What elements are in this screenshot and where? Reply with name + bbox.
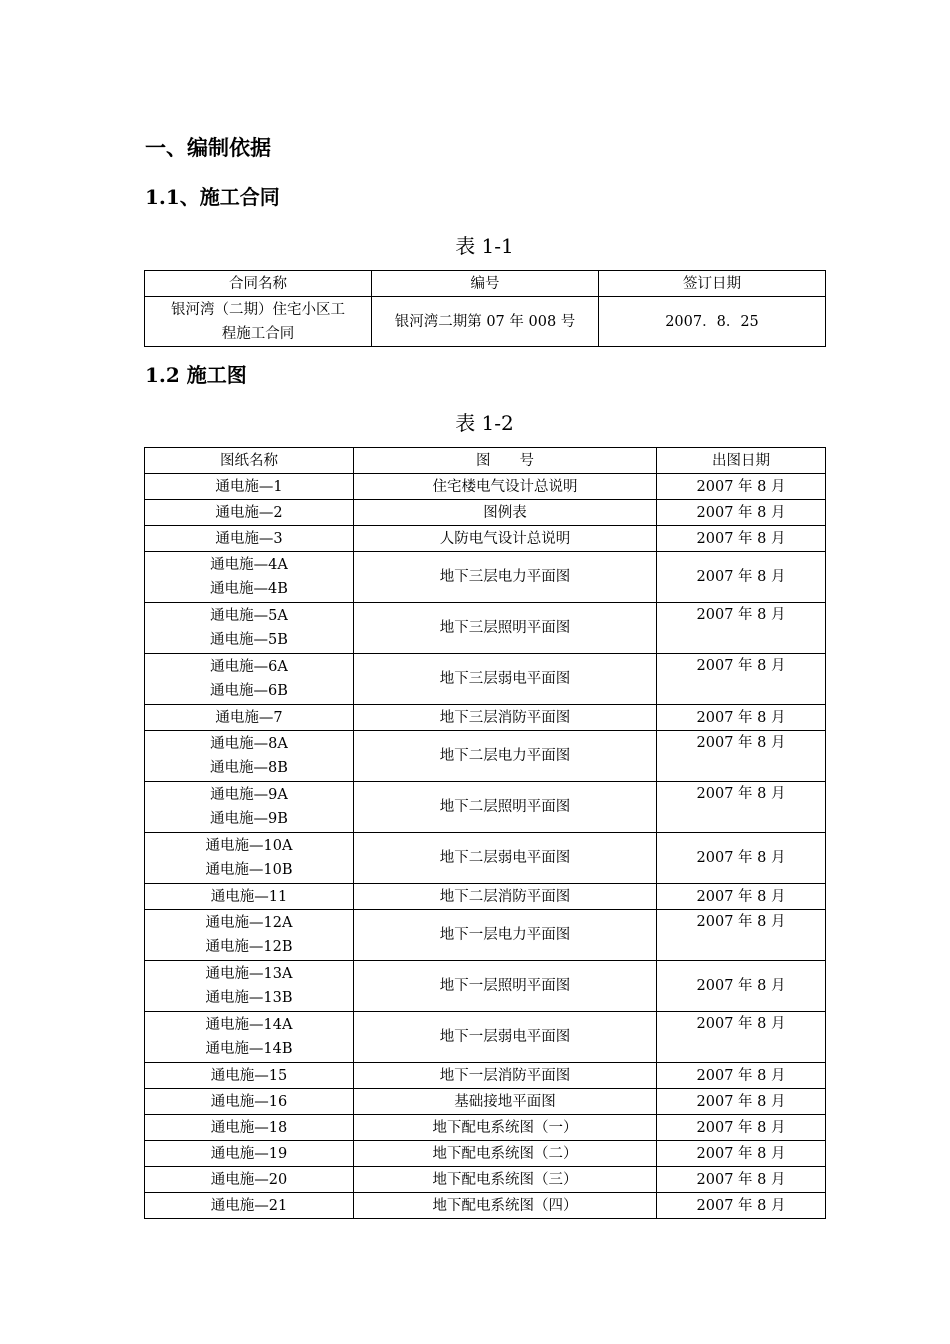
drawing-date-cell: 2007 年 8 月 (657, 833, 826, 884)
drawing-date-cell: 2007 年 8 月 (657, 731, 826, 782)
drawing-name-cell (145, 1063, 354, 1089)
drawing-name: 通电施—7 (215, 709, 283, 726)
drawing-name: 通电施—13B (205, 990, 293, 1006)
drawing-name-cell (145, 654, 354, 705)
heading-contract: 1.1、施工合同 (145, 185, 280, 209)
drawing-name: 通电施—13A (205, 966, 293, 982)
drawing-date-cell: 2007 年 8 月 (657, 782, 826, 833)
drawing-name-cell (145, 961, 354, 1012)
drawing-date-cell: 2007 年 8 月 (657, 1115, 826, 1141)
table-row (145, 1193, 826, 1219)
drawing-name: 通电施—5A (210, 608, 288, 624)
drawing-title-cell: 地下二层电力平面图 (354, 731, 657, 782)
drawing-name: 通电施—6A (210, 659, 288, 675)
drawing-name: 通电施—19 (210, 1145, 288, 1162)
drawing-name: 通电施—1 (215, 478, 283, 495)
drawing-name-cell (145, 552, 354, 603)
drawings-table (144, 447, 826, 1219)
table-row (145, 297, 826, 347)
table-row (145, 603, 826, 654)
drawing-name: 通电施—10A (205, 838, 293, 854)
drawing-name-cell (145, 731, 354, 782)
table-header-row (145, 448, 826, 474)
header-contract-number: 编号 (372, 271, 599, 297)
table-row (145, 1063, 826, 1089)
drawing-title-cell: 地下配电系统图（二） (354, 1141, 657, 1167)
drawing-title-cell: 地下二层消防平面图 (354, 884, 657, 910)
header-signing-date: 签订日期 (599, 271, 826, 297)
drawing-name-cell (145, 500, 354, 526)
table-header-row (145, 271, 826, 297)
drawing-title-cell: 地下三层消防平面图 (354, 705, 657, 731)
table-row (145, 1167, 826, 1193)
header-drawing-name: 图纸名称 (145, 448, 354, 474)
contract-number-cell: 银河湾二期第 07 年 008 号 (372, 297, 599, 347)
drawing-title-cell: 地下一层弱电平面图 (354, 1012, 657, 1063)
drawing-name: 通电施—15 (210, 1067, 288, 1084)
drawing-date-cell: 2007 年 8 月 (657, 884, 826, 910)
drawing-name-cell (145, 603, 354, 654)
drawing-title-cell: 地下配电系统图（三） (354, 1167, 657, 1193)
drawing-name: 通电施—4B (210, 581, 288, 597)
drawing-name: 通电施—2 (215, 504, 283, 521)
drawing-name-cell (145, 1141, 354, 1167)
contract-name-cell (145, 297, 372, 347)
table-row (145, 1012, 826, 1063)
drawing-title-cell: 地下一层照明平面图 (354, 961, 657, 1012)
drawing-name-cell (145, 1115, 354, 1141)
drawing-title-cell: 地下三层照明平面图 (354, 603, 657, 654)
drawing-title-cell: 基础接地平面图 (354, 1089, 657, 1115)
table-row (145, 884, 826, 910)
table-row (145, 552, 826, 603)
drawing-date-cell: 2007 年 8 月 (657, 961, 826, 1012)
drawing-date-cell: 2007 年 8 月 (657, 1167, 826, 1193)
heading-basis: 一、编制依据 (145, 135, 271, 160)
drawing-name-cell (145, 1089, 354, 1115)
drawing-name: 通电施—9B (210, 811, 288, 827)
contract-name-line: 银河湾（二期）住宅小区工 (171, 301, 345, 318)
drawing-title-cell: 地下一层消防平面图 (354, 1063, 657, 1089)
header-contract-name: 合同名称 (145, 271, 372, 297)
drawing-name-cell (145, 782, 354, 833)
table-row (145, 654, 826, 705)
drawing-name: 通电施—20 (210, 1171, 288, 1188)
drawing-title-cell: 人防电气设计总说明 (354, 526, 657, 552)
drawing-name: 通电施—21 (210, 1197, 288, 1214)
table-row (145, 1089, 826, 1115)
table-row (145, 1115, 826, 1141)
drawing-name: 通电施—9A (210, 787, 288, 803)
drawing-name: 通电施—12A (205, 915, 293, 931)
drawing-date-cell: 2007 年 8 月 (657, 1089, 826, 1115)
drawing-title-cell: 住宅楼电气设计总说明 (354, 474, 657, 500)
table-row (145, 500, 826, 526)
table-row (145, 1141, 826, 1167)
drawing-name-cell (145, 526, 354, 552)
drawing-name: 通电施—12B (205, 939, 293, 955)
drawing-name-cell (145, 474, 354, 500)
drawing-name-cell (145, 705, 354, 731)
drawing-title-cell: 地下二层照明平面图 (354, 782, 657, 833)
drawing-date-cell: 2007 年 8 月 (657, 474, 826, 500)
drawing-date-cell: 2007 年 8 月 (657, 526, 826, 552)
drawing-name: 通电施—5B (210, 632, 288, 648)
drawing-name: 通电施—6B (210, 683, 288, 699)
drawing-title-cell: 地下配电系统图（四） (354, 1193, 657, 1219)
drawing-title-cell: 地下配电系统图（一） (354, 1115, 657, 1141)
drawing-name-cell (145, 1167, 354, 1193)
table-row (145, 474, 826, 500)
drawing-name: 通电施—10B (205, 862, 293, 878)
drawing-date-cell: 2007 年 8 月 (657, 654, 826, 705)
table-row (145, 526, 826, 552)
drawing-name: 通电施—14B (205, 1041, 293, 1057)
drawing-title-cell: 地下三层弱电平面图 (354, 654, 657, 705)
table-1-1-caption: 表 1-1 (455, 234, 514, 258)
drawing-name: 通电施—11 (210, 888, 288, 905)
drawing-name: 通电施—16 (210, 1093, 288, 1110)
drawing-date-cell: 2007 年 8 月 (657, 1141, 826, 1167)
drawing-date-cell: 2007 年 8 月 (657, 1063, 826, 1089)
drawing-title-cell: 地下三层电力平面图 (354, 552, 657, 603)
table-1-2-caption: 表 1-2 (455, 411, 514, 435)
drawing-name-cell (145, 1012, 354, 1063)
drawing-name: 通电施—3 (215, 530, 283, 547)
drawing-name-cell (145, 833, 354, 884)
drawing-title-cell: 地下一层电力平面图 (354, 910, 657, 961)
table-row (145, 731, 826, 782)
header-drawing-number: 图 号 (354, 448, 657, 474)
drawing-date-cell: 2007 年 8 月 (657, 1012, 826, 1063)
drawing-name: 通电施—8B (210, 760, 288, 776)
drawing-date-cell: 2007 年 8 月 (657, 603, 826, 654)
table-row (145, 782, 826, 833)
drawing-date-cell: 2007 年 8 月 (657, 500, 826, 526)
drawing-date-cell: 2007 年 8 月 (657, 1193, 826, 1219)
header-issue-date: 出图日期 (657, 448, 826, 474)
table-row (145, 910, 826, 961)
drawing-name-cell (145, 910, 354, 961)
drawing-name-cell (145, 884, 354, 910)
table-row (145, 961, 826, 1012)
drawing-title-cell: 图例表 (354, 500, 657, 526)
table-row (145, 705, 826, 731)
table-row (145, 833, 826, 884)
drawing-name: 通电施—18 (210, 1119, 288, 1136)
drawing-title-cell: 地下二层弱电平面图 (354, 833, 657, 884)
contract-date-cell: 2007．8．25 (599, 297, 826, 347)
drawing-name: 通电施—4A (210, 557, 288, 573)
drawing-name-cell (145, 1193, 354, 1219)
heading-drawings: 1.2 施工图 (145, 363, 247, 387)
drawing-name: 通电施—14A (205, 1017, 293, 1033)
drawing-date-cell: 2007 年 8 月 (657, 705, 826, 731)
contract-name-line: 程施工合同 (221, 325, 295, 342)
drawing-name: 通电施—8A (210, 736, 288, 752)
drawing-date-cell: 2007 年 8 月 (657, 910, 826, 961)
drawing-date-cell: 2007 年 8 月 (657, 552, 826, 603)
contract-table (144, 270, 826, 347)
